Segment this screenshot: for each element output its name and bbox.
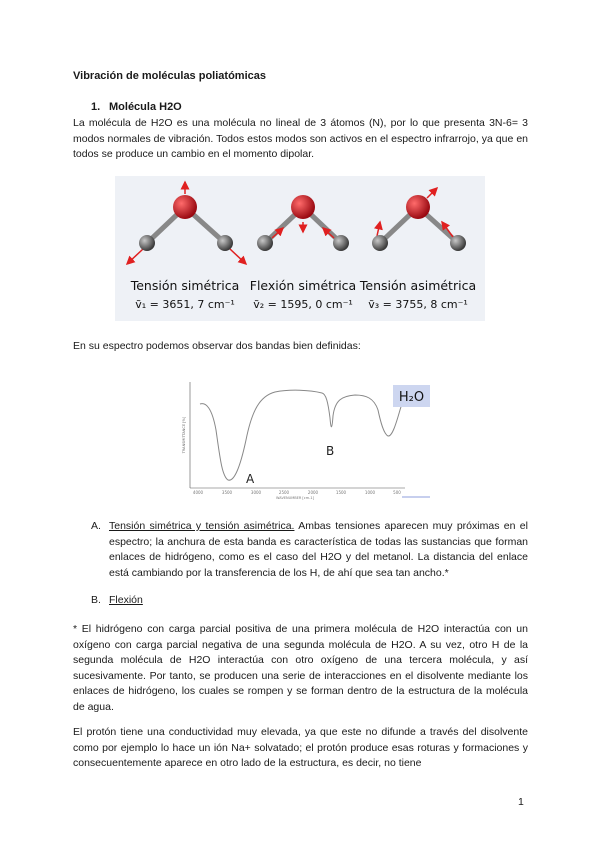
section-title: Molécula H2O — [109, 101, 182, 113]
x-tick-label: 3500 — [221, 490, 233, 495]
x-axis-label: WAVENUMBER [cm-1] — [276, 496, 314, 500]
x-tick-label: 3000 — [250, 490, 262, 495]
list-item-b — [91, 594, 143, 606]
mode-3-molecule — [372, 188, 466, 251]
y-axis-label: TRANSMITTANCE [%] — [182, 416, 186, 454]
x-tick-label: 500 — [393, 490, 401, 495]
mode-2-name: Flexión simétrica — [249, 278, 357, 293]
list-item-a — [91, 519, 528, 581]
band-b-label: B — [326, 444, 335, 458]
mode-1-wavenumber: ṽ₁ = 3651, 7 cm⁻¹ — [135, 298, 235, 311]
mode-2-molecule — [257, 195, 349, 251]
x-tick-label: 1000 — [364, 490, 376, 495]
x-tick-label: 4000 — [192, 490, 204, 495]
spectrum-trace — [200, 390, 408, 480]
page-number: 1 — [518, 796, 524, 808]
section-number: 1. — [91, 101, 101, 113]
x-tick-label: 2000 — [307, 490, 319, 495]
mode-1-name: Tensión simétrica — [130, 278, 240, 293]
document-title: Vibración de moléculas poliatómicas — [73, 70, 266, 82]
list-marker: A. — [91, 520, 101, 532]
vibration-modes-illustration — [115, 176, 485, 321]
band-a-label: A — [246, 472, 255, 486]
footnote-paragraph: * El hidrógeno con carga parcial positiva de una primera molécula de H2O interactúa con un oxígeno con carga parcial negativa de una segunda molécula de H2O. A su vez, otro H de la segunda molécula de H2O interactúa con otro oxígeno de una tercera molécula, y así sucesivamente. Por tanto, se producen una serie de interacciones en el disolvente mediante los enlaces de hidrógeno, los cuales se rompen y se forman dentro de la estructura de la molécula de agua. — [73, 623, 528, 713]
x-tick-labels — [193, 490, 401, 495]
ir-spectrum-plot — [182, 380, 430, 500]
list-item-a-title: Tensión simétrica y tensión asimétrica. — [109, 520, 295, 532]
list-marker: B. — [91, 594, 101, 606]
vibration-modes-figure — [115, 176, 485, 321]
intro-paragraph: La molécula de H2O es una molécula no lineal de 3 átomos (N), por lo que presenta 3N-6= 3 modos normales de vibración. Todos estos modos son activos en el espectro infrarrojo, ya que en todos se produce un cambio en el momento dipolar. — [73, 117, 528, 160]
x-tick-label: 2500 — [278, 490, 290, 495]
molecule-label: H₂O — [398, 390, 425, 405]
mode-3-name: Tensión asimétrica — [359, 278, 477, 293]
mode-2-wavenumber: ṽ₂ = 1595, 0 cm⁻¹ — [253, 298, 353, 311]
list-item-a-text: Ambas tensiones aparecen muy próximas en el espectro; la anchura de esta banda es característica de todas las sustancias que forman enlaces de hidrógeno, como es el caso del H2O y del metanol. La distancia del enlace está cambiando por la transferencia de los H, de ahí que sea tan ancho.* — [109, 520, 528, 579]
list-item-b-title: Flexión — [109, 594, 143, 606]
mode-1-molecule — [127, 182, 246, 264]
spectrum-intro: En su espectro podemos observar dos bandas bien definidas: — [73, 340, 361, 352]
mode-3-wavenumber: ṽ₃ = 3755, 8 cm⁻¹ — [368, 298, 468, 311]
x-tick-label: 1500 — [335, 490, 347, 495]
section-heading — [91, 101, 182, 113]
ir-spectrum-figure — [182, 380, 430, 500]
proton-paragraph: El protón tiene una conductividad muy elevada, ya que este no difunde a través del disolvente como por ejemplo lo hace un ión Na+ solvatado; el protón produce esas roturas y formaciones y consecuentemente aparece en otro lado de la estructura, es decir, no tiene — [73, 726, 528, 769]
